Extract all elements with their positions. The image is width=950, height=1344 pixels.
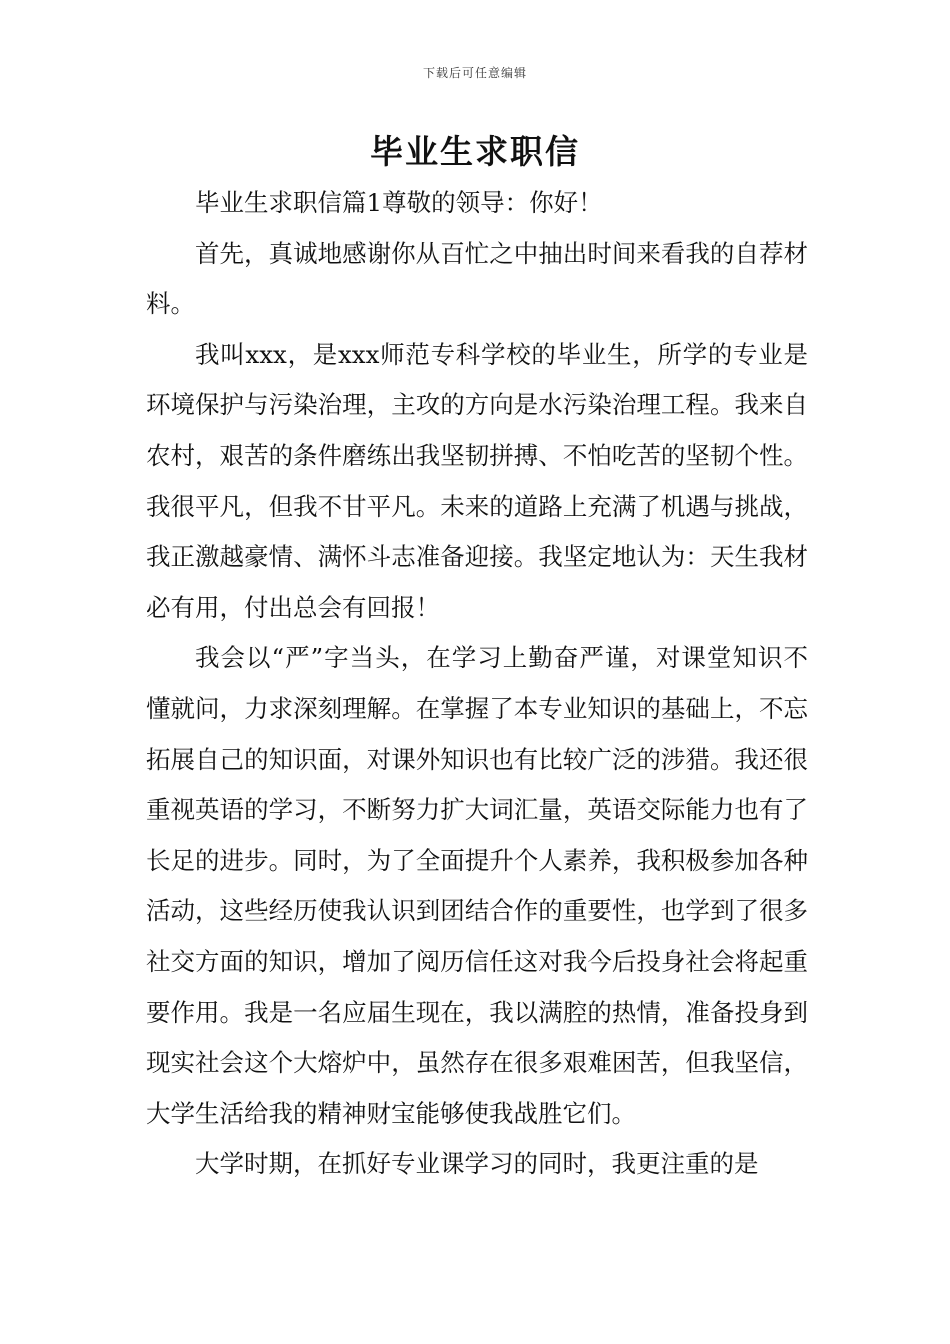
paragraph-thanks: 首先，真诚地感谢你从百忙之中抽出时间来看我的自荐材料。 xyxy=(146,238,808,319)
paragraph-university: 大学时期，在抓好专业课学习的同时，我更注重的是 xyxy=(195,1149,759,1179)
paragraph-study: 我会以“严”字当头，在学习上勤奋严谨，对课堂知识不懂就问，力求深刻理解。在掌握了本专业知识的基础上，不忘拓展自己的知识面，对课外知识也有比较广泛的涉猎。我还很重视英语的学习，不断努力扩大词汇量，英语交际能力也有了长足的进步。同时，为了全面提升个人素养，我积极参加各种活动，这些经历使我认识到团结合作的重要性，也学到了很多社交方面的知识，增加了阅历信任这对我今后投身社会将起重要作用。我是一名应届生现在，我以满腔的热情，准备投身到现实社会这个大熔炉中，虽然存在很多艰难困苦，但我坚信，大学生活给我的精神财宝能够使我战胜它们。 xyxy=(146,643,808,1128)
letter-body xyxy=(146,178,808,1190)
document-title: 毕业生求职信 xyxy=(370,132,580,171)
paragraph-introduction: 我叫xxx，是xxx师范专科学校的毕业生，所学的专业是环境保护与污染治理，主攻的方向是水污染治理工程。我来自农村，艰苦的条件磨练出我坚韧拼搏、不怕吃苦的坚韧个性。我很平凡，但我不甘平凡。未来的道路上充满了机遇与挑战，我正激越豪情、满怀斗志准备迎接。我坚定地认为：天生我材必有用，付出总会有回报！ xyxy=(146,339,808,622)
greeting-paragraph: 毕业生求职信篇1尊敬的领导：你好！ xyxy=(195,188,603,217)
page-header-note: 下载后可任意编辑 xyxy=(422,66,527,80)
